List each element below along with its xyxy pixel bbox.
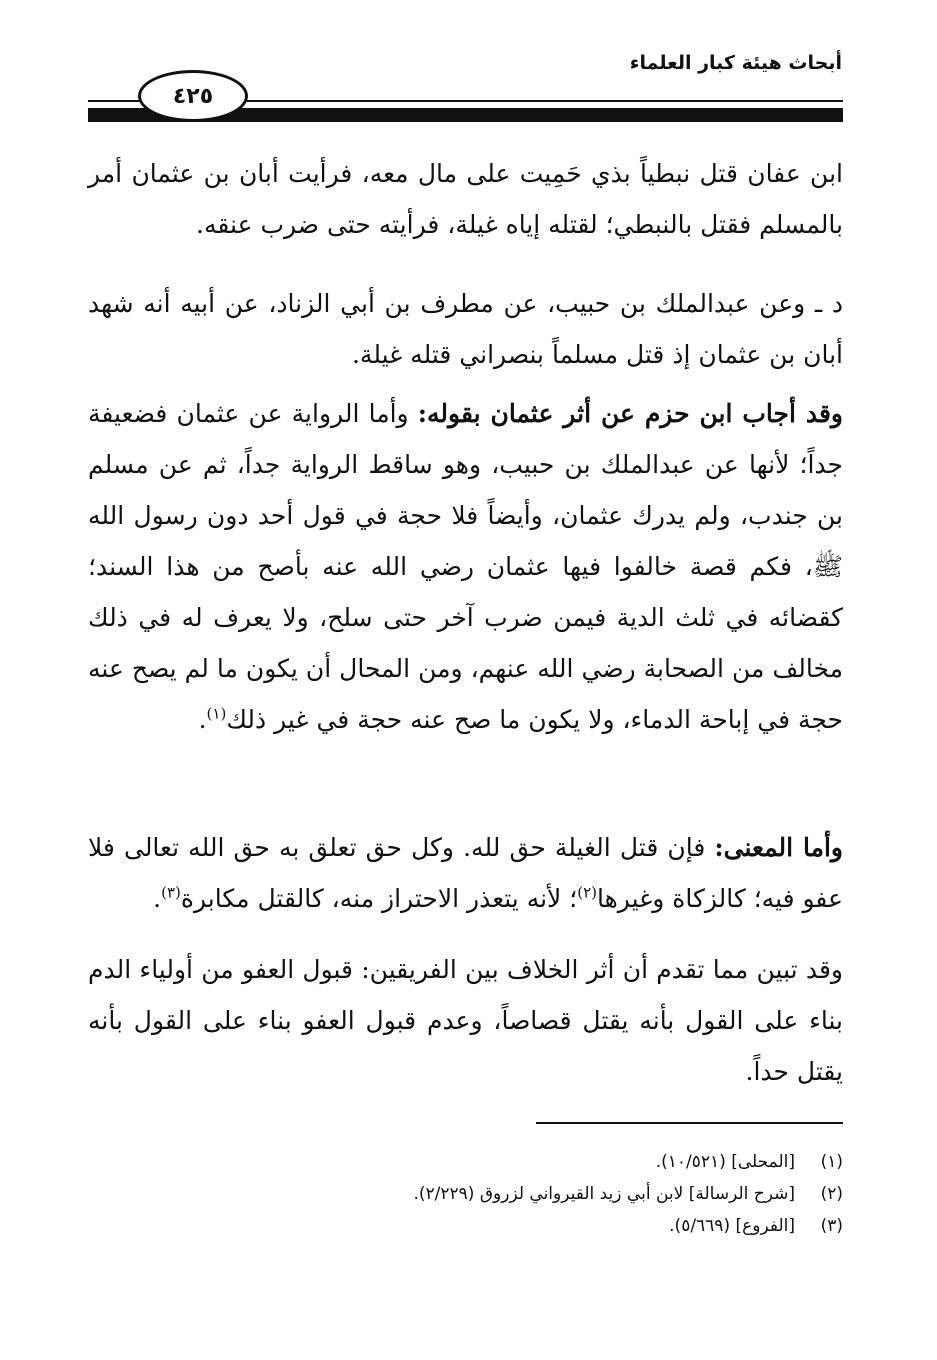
paragraph-1 [88,148,843,250]
paragraph-3 [88,388,843,745]
footnote-ref-3[interactable]: (٣) [161,883,181,902]
paragraph-end: . [198,705,207,734]
paragraph-text [88,822,843,924]
footnote-text: [شرح الرسالة] لابن أبي زيد القيرواني لزروق (٢/٢٢٩). [413,1184,795,1204]
paragraph-text [88,388,843,745]
page-number: ٤٢٥ [138,70,248,122]
paragraph-text: ابن عفان قتل نبطياً بذي حَمِيت على مال معه، فرأيت أبان بن عثمان أمر بالمسلم فقتل بالنبطي؛ لقتله إياه غيلة، فرأيته حتى ضرب عنقه. [88,159,843,239]
footnote-number: (٣) [820,1216,843,1236]
footnote-number: (١) [820,1152,843,1172]
paragraph-lead: وأما المعنى: [714,833,844,862]
paragraph-end: . [153,884,162,913]
paragraph-text: وقد تبين مما تقدم أن أثر الخلاف بين الفريقين: قبول العفو من أولياء الدم بناء على القول بأنه يقتل قصاصاً، وعدم قبول العفو بناء على القول بأنه يقتل حداً. [88,955,843,1086]
footnotes [88,1146,843,1242]
footnote-item [88,1210,843,1242]
footnote-text: [الفروع] (٥/٦٦٩). [669,1216,795,1236]
footnote-number: (٢) [820,1184,843,1204]
footnote-item [88,1146,843,1178]
paragraph-body: فإن قتل الغيلة حق لله. وكل حق تعلق به حق الله تعالى فلا عفو فيه؛ كالزكاة وغيرها [88,833,843,913]
paragraph-4 [88,822,843,924]
paragraph-body: وأما الرواية عن عثمان فضعيفة جداً؛ لأنها عن عبدالملك بن حبيب، وهو ساقط الرواية جداً، ثم عن مسلم بن جندب، ولم يدرك عثمان، وأيضاً فلا حجة في قول أحد دون رسول الله ﷺ، فكم قصة خالفوا فيها عثمان رضي الله عنه بأصح من هذا السند؛ كقضائه في ثلث الدية فيمن ضرب آخر حتى سلح، ولا يعرف له في ذلك مخالف من الصحابة رضي الله عنهم، ومن المحال أن يكون ما لم يصح عنه حجة في إباحة الدماء، ولا يكون ما صح عنه حجة في غير ذلك [88,399,843,734]
paragraph-body: ؛ لأنه يتعذر الاحتراز منه، كالقتل مكابرة [180,884,578,913]
footnote-separator [536,1122,843,1124]
paragraph-2 [88,278,843,380]
paragraph-5 [88,944,843,1097]
footnote-ref-2[interactable]: (٢) [577,883,597,902]
running-title: أبحاث هيئة كبار العلماء [629,52,842,74]
paragraph-text: د ـ وعن عبدالملك بن حبيب، عن مطرف بن أبي الزناد، عن أبيه أنه شهد أبان بن عثمان إذ قتل مسلماً بنصراني قتله غيلة. [88,289,843,369]
paragraph-lead: وقد أجاب ابن حزم عن أثر عثمان بقوله: [417,399,843,428]
footnote-ref-1[interactable]: (١) [206,704,227,723]
footnote-text: [المحلى] (١٠/٥٢١). [655,1152,795,1172]
footnote-item [88,1178,843,1210]
